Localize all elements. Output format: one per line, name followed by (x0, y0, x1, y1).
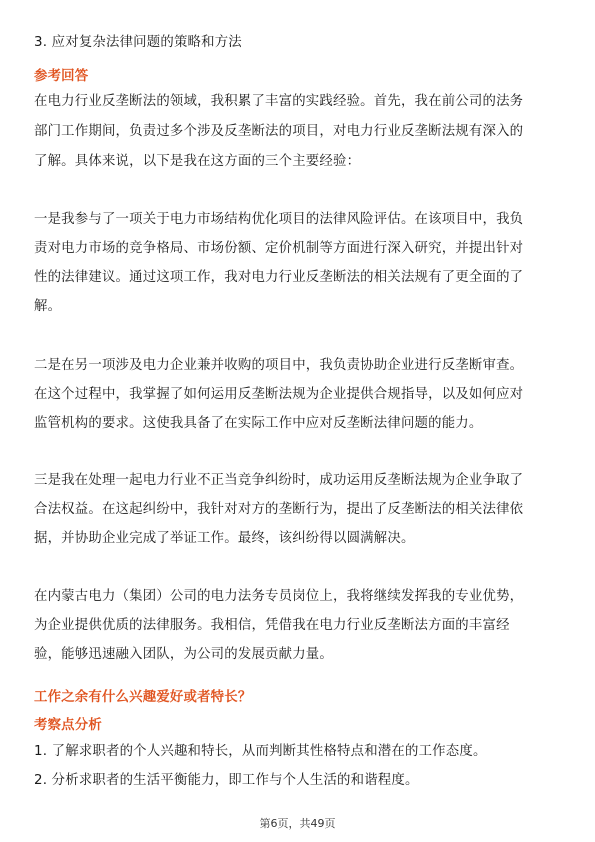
analysis-heading: 考察点分析 (34, 718, 102, 733)
question-title: 工作之余有什么兴趣爱好或者特长？ (34, 690, 252, 705)
text-line: 在这个过程中，我掌握了如何运用反垄断法规为企业提供合规指导，以及如何应对 (34, 387, 524, 402)
text-line: 监管机构的要求。这使我具备了在实际工作中应对反垄断法律问题的能力。 (34, 416, 483, 431)
page-number: 第6页，共49页 (259, 817, 336, 830)
text-line: 在内蒙古电力（集团）公司的电力法务专员岗位上，我将继续发挥我的专业优势， (34, 589, 524, 604)
text-line: 验，能够迅速融入团队，为公司的发展贡献力量。 (34, 647, 333, 662)
text-line: 一是我参与了一项关于电力市场结构优化项目的法律风险评估。在该项目中，我负 (34, 212, 524, 227)
text-line: 性的法律建议。通过这项工作，我对电力行业反垄断法的相关法规有了更全面的了 (34, 270, 524, 285)
text-line: 合法权益。在这起纠纷中，我针对对方的垄断行为，提出了反垄断法的相关法律依 (34, 502, 524, 517)
text-line: 据，并协助企业完成了举证工作。最终，该纠纷得以圆满解决。 (34, 531, 415, 546)
list-item: 3. 应对复杂法律问题的策略和方法 (34, 35, 242, 50)
text-line: 在电力行业反垄断法的领域，我积累了丰富的实践经验。首先，我在前公司的法务 (34, 94, 524, 109)
text-line: 责对电力市场的竞争格局、市场份额、定价机制等方面进行深入研究，并提出针对 (34, 241, 524, 256)
text-line: 部门工作期间，负责过多个涉及反垄断法的项目，对电力行业反垄断法规有深入的 (34, 124, 524, 139)
list-item: 2. 分析求职者的生活平衡能力，即工作与个人生活的和谐程度。 (34, 773, 419, 788)
text-line: 三是我在处理一起电力行业不正当竞争纠纷时，成功运用反垄断法规为企业争取了 (34, 473, 524, 488)
list-item: 1. 了解求职者的个人兴趣和特长，从而判断其性格特点和潜在的工作态度。 (34, 744, 487, 759)
text-line: 为企业提供优质的法律服务。我相信，凭借我在电力行业反垄断法方面的丰富经 (34, 618, 510, 633)
section-heading: 参考回答 (34, 69, 89, 84)
text-line: 解。 (34, 299, 62, 314)
text-line: 了解。具体来说，以下是我在这方面的三个主要经验： (34, 154, 361, 169)
text-line: 二是在另一项涉及电力企业兼并收购的项目中，我负责协助企业进行反垄断审查。 (34, 358, 524, 373)
